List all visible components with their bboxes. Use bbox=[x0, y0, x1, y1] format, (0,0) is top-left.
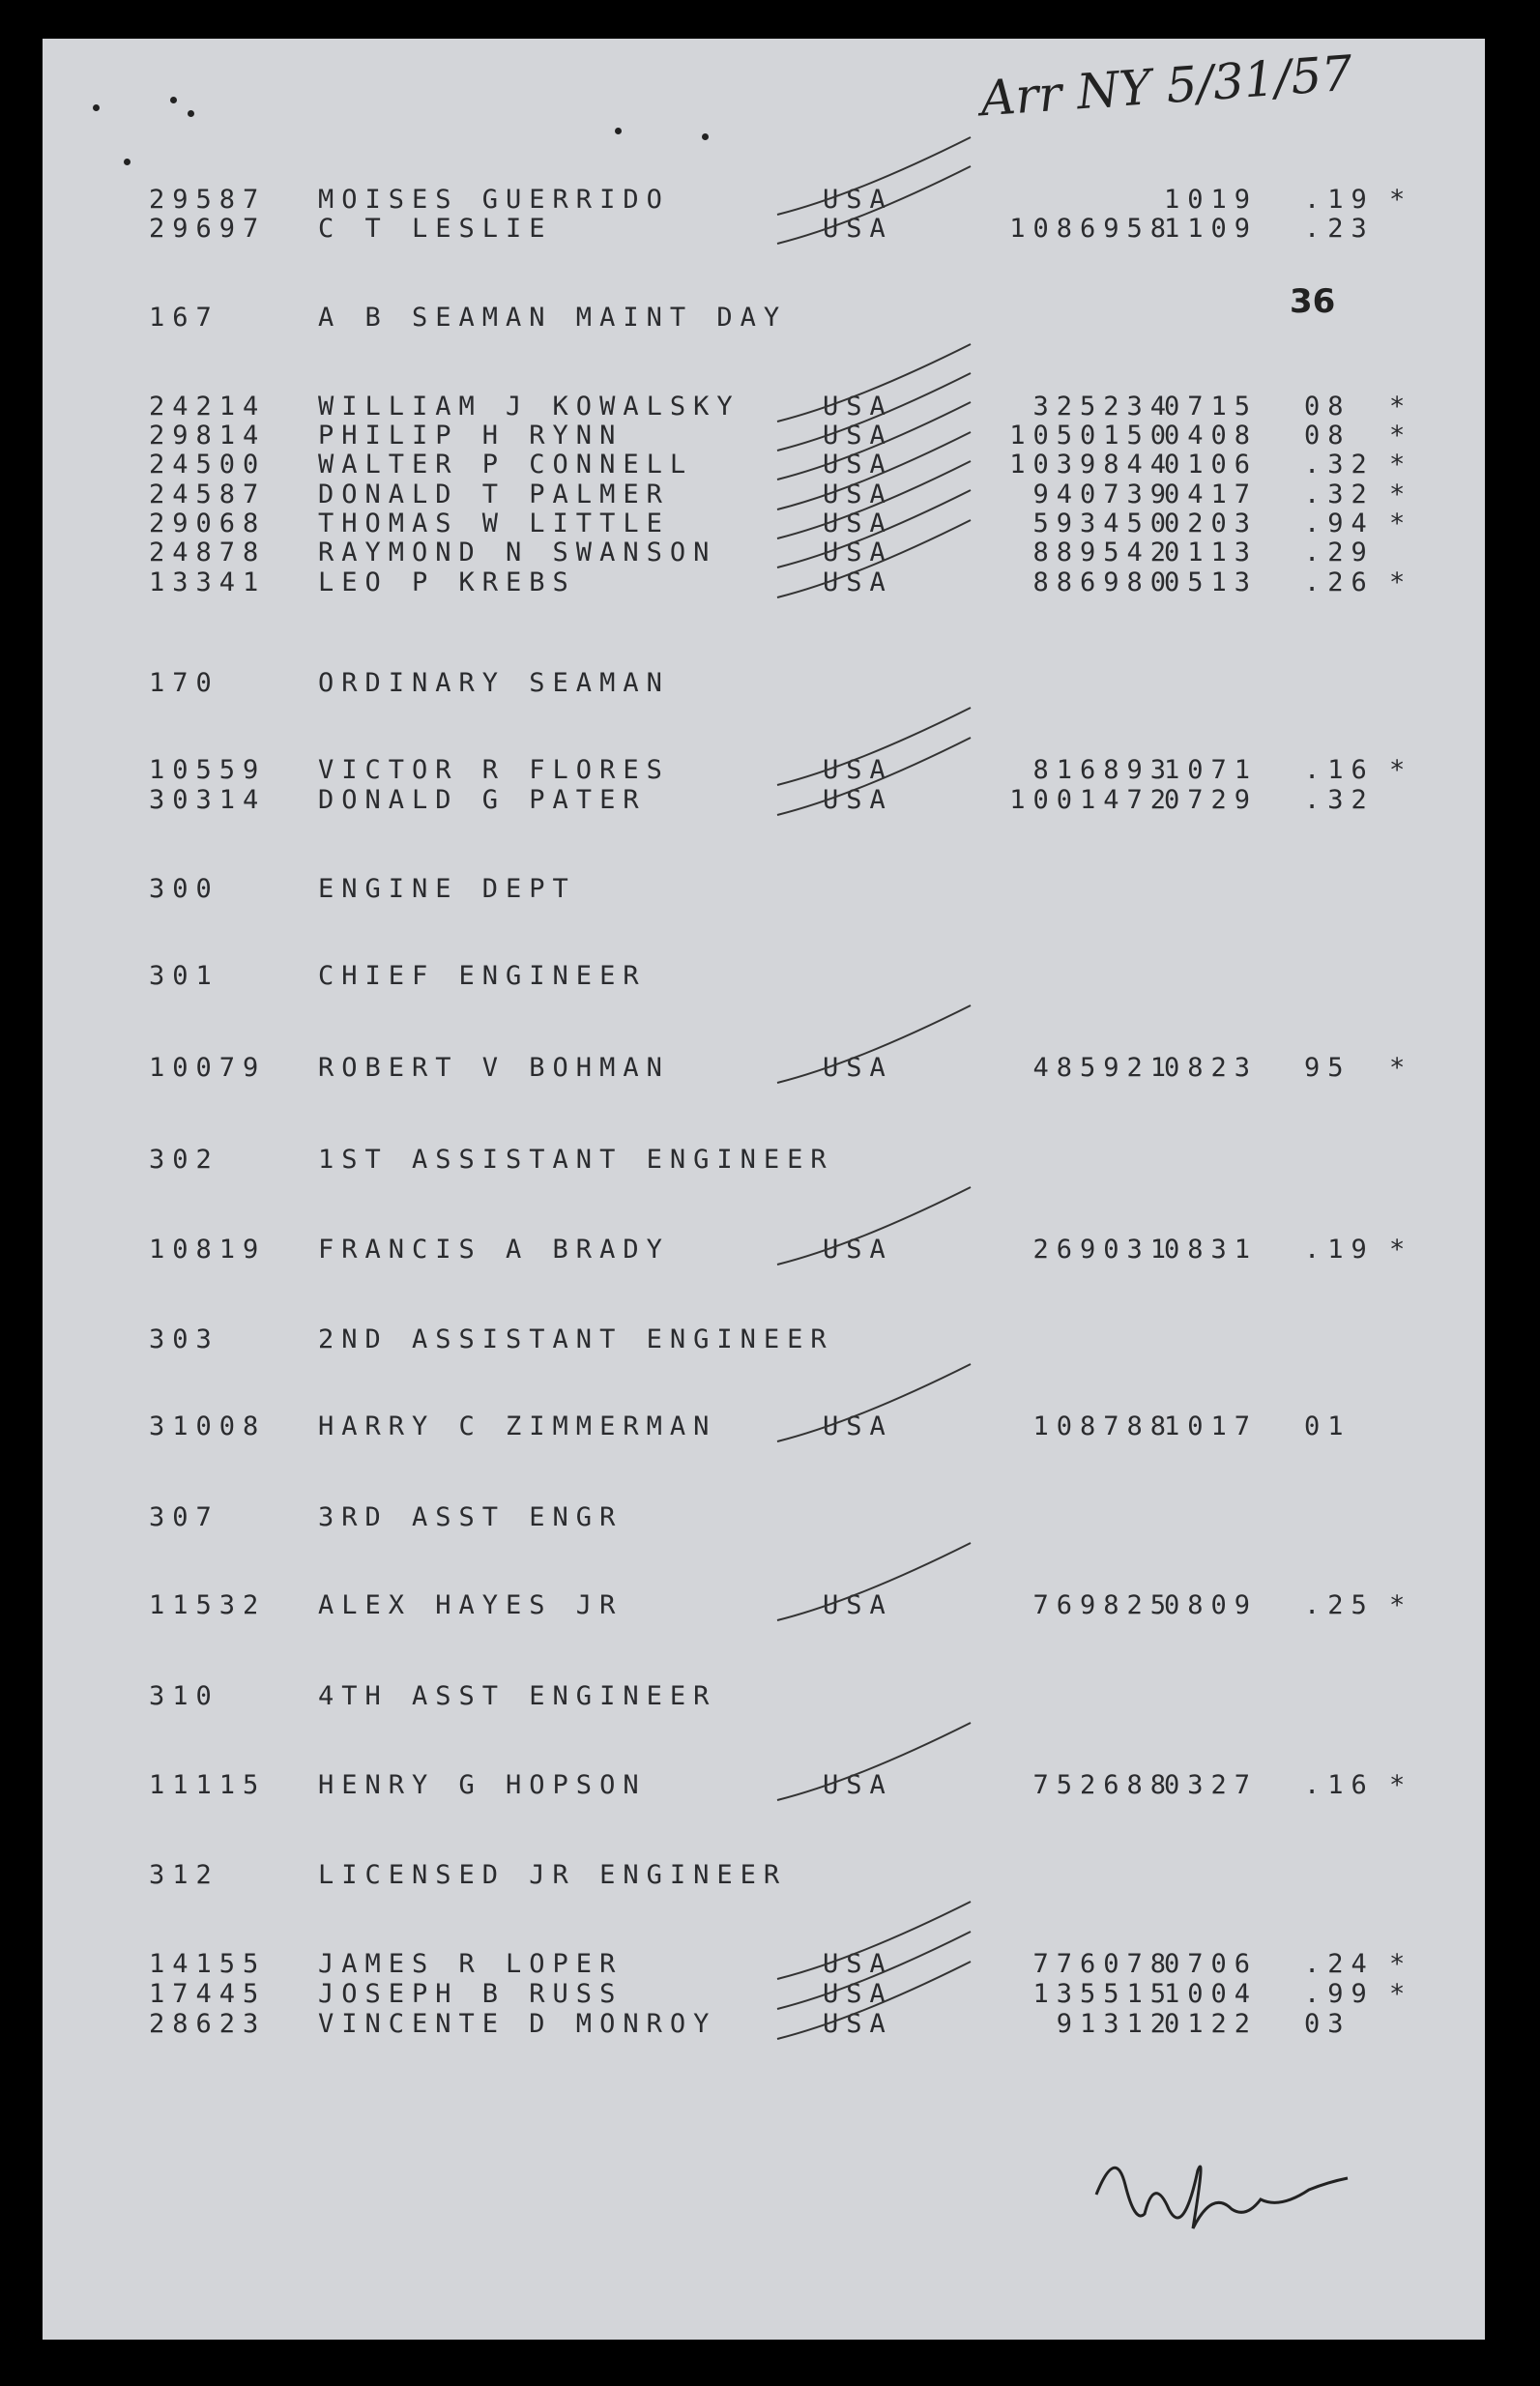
crew-name: DONALD G PATER bbox=[318, 785, 647, 815]
asterisk-mark: * bbox=[1389, 1770, 1406, 1800]
crew-name: JOSEPH B RUSS bbox=[318, 1979, 624, 2009]
date-code: 0706 bbox=[1164, 1949, 1259, 1979]
date-code: 0327 bbox=[1164, 1770, 1259, 1800]
document-number: 1086958 bbox=[1009, 214, 1174, 244]
crew-number: 29068 bbox=[149, 509, 267, 538]
check-mark bbox=[777, 1364, 971, 1441]
crew-number: 30314 bbox=[149, 785, 267, 815]
crew-number: 11115 bbox=[149, 1770, 267, 1800]
crew-number: 24878 bbox=[149, 538, 267, 567]
nationality: USA bbox=[823, 480, 893, 509]
crew-name: ALEX HAYES JR bbox=[318, 1590, 624, 1620]
date-code: 0823 bbox=[1164, 1053, 1259, 1083]
crew-number: 14155 bbox=[149, 1949, 267, 1979]
rating-title: 3RD ASST ENGR bbox=[318, 1502, 624, 1532]
rating-code: 312 bbox=[149, 1860, 219, 1890]
document-number: 816893 bbox=[1032, 755, 1174, 785]
crew-number: 31008 bbox=[149, 1411, 267, 1441]
document-number: 485921 bbox=[1032, 1053, 1174, 1083]
rating-code: 170 bbox=[149, 668, 219, 698]
crew-name: DONALD T PALMER bbox=[318, 480, 670, 509]
crew-number: 10559 bbox=[149, 755, 267, 785]
crew-number: 29587 bbox=[149, 185, 267, 215]
check-mark bbox=[777, 708, 971, 785]
rating-title: ORDINARY SEAMAN bbox=[318, 668, 670, 698]
rate-value: .23 bbox=[1304, 214, 1375, 244]
rating-title: LICENSED JR ENGINEER bbox=[318, 1860, 788, 1890]
date-code: 0408 bbox=[1164, 421, 1259, 451]
date-code: 0809 bbox=[1164, 1590, 1259, 1620]
document-number: 108788 bbox=[1032, 1411, 1174, 1441]
rating-title: 4TH ASST ENGINEER bbox=[318, 1681, 717, 1711]
nationality: USA bbox=[823, 1590, 893, 1620]
document-number: 1001472 bbox=[1009, 785, 1174, 815]
rate-value: .99 bbox=[1304, 1979, 1375, 2009]
check-mark bbox=[777, 166, 971, 244]
rating-title: A B SEAMAN MAINT DAY bbox=[318, 303, 788, 333]
asterisk-mark: * bbox=[1389, 421, 1406, 451]
crew-name: MOISES GUERRIDO bbox=[318, 185, 670, 215]
nationality: USA bbox=[823, 567, 893, 597]
date-code: 1019 bbox=[1164, 185, 1259, 215]
asterisk-mark: * bbox=[1389, 1979, 1406, 2009]
date-code: 1071 bbox=[1164, 755, 1259, 785]
nationality: USA bbox=[823, 1411, 893, 1441]
document-number: 1039844 bbox=[1009, 450, 1174, 480]
date-code: 0203 bbox=[1164, 509, 1259, 538]
nationality: USA bbox=[823, 185, 893, 215]
document-number: 776078 bbox=[1032, 1949, 1174, 1979]
asterisk-mark: * bbox=[1389, 1949, 1406, 1979]
rate-value: .24 bbox=[1304, 1949, 1375, 1979]
check-mark bbox=[777, 461, 971, 538]
rating-code: 307 bbox=[149, 1502, 219, 1532]
rate-value: .16 bbox=[1304, 755, 1375, 785]
asterisk-mark: * bbox=[1389, 755, 1406, 785]
nationality: USA bbox=[823, 1949, 893, 1979]
rating-code: 300 bbox=[149, 874, 219, 904]
asterisk-mark: * bbox=[1389, 450, 1406, 480]
date-code: 0113 bbox=[1164, 538, 1259, 567]
document-page bbox=[43, 39, 1485, 2340]
rating-title: 2ND ASSISTANT ENGINEER bbox=[318, 1324, 834, 1354]
rating-code: 302 bbox=[149, 1145, 219, 1175]
check-mark bbox=[777, 344, 971, 422]
date-code: 0831 bbox=[1164, 1235, 1259, 1265]
check-mark bbox=[777, 1902, 971, 1979]
date-code: 0122 bbox=[1164, 2009, 1259, 2039]
crew-number: 17445 bbox=[149, 1979, 267, 2009]
crew-name: RAYMOND N SWANSON bbox=[318, 538, 717, 567]
nationality: USA bbox=[823, 1053, 893, 1083]
rating-title: CHIEF ENGINEER bbox=[318, 961, 647, 991]
date-code: 0106 bbox=[1164, 450, 1259, 480]
crew-name: VINCENTE D MONROY bbox=[318, 2009, 717, 2039]
rating-code: 303 bbox=[149, 1324, 219, 1354]
document-number: 325234 bbox=[1032, 392, 1174, 422]
nationality: USA bbox=[823, 509, 893, 538]
date-code: 0729 bbox=[1164, 785, 1259, 815]
crew-number: 24500 bbox=[149, 450, 267, 480]
rating-title: ENGINE DEPT bbox=[318, 874, 576, 904]
asterisk-mark: * bbox=[1389, 480, 1406, 509]
handwritten-arrival-note: Arr NY 5/31/57 bbox=[978, 44, 1354, 128]
rate-value: 08 bbox=[1304, 421, 1351, 451]
document-number: 269031 bbox=[1032, 1235, 1174, 1265]
rating-title: 1ST ASSISTANT ENGINEER bbox=[318, 1145, 834, 1175]
asterisk-mark: * bbox=[1389, 1235, 1406, 1265]
crew-number: 29814 bbox=[149, 421, 267, 451]
pen-marks bbox=[43, 39, 1485, 2340]
check-mark bbox=[777, 1723, 971, 1800]
crew-number: 28623 bbox=[149, 2009, 267, 2039]
nationality: USA bbox=[823, 450, 893, 480]
crew-number: 29697 bbox=[149, 214, 267, 244]
check-mark bbox=[777, 1187, 971, 1265]
document-number: 940739 bbox=[1032, 480, 1174, 509]
asterisk-mark: * bbox=[1389, 1053, 1406, 1083]
asterisk-mark: * bbox=[1389, 567, 1406, 597]
rate-value: 01 bbox=[1304, 1411, 1351, 1441]
signature bbox=[1096, 2167, 1348, 2228]
nationality: USA bbox=[823, 1770, 893, 1800]
document-number: 752688 bbox=[1032, 1770, 1174, 1800]
nationality: USA bbox=[823, 785, 893, 815]
rate-value: .19 bbox=[1304, 1235, 1375, 1265]
nationality: USA bbox=[823, 538, 893, 567]
document-number: 135515 bbox=[1032, 1979, 1174, 2009]
rate-value: .94 bbox=[1304, 509, 1375, 538]
date-code: 1017 bbox=[1164, 1411, 1259, 1441]
crew-name: WALTER P CONNELL bbox=[318, 450, 694, 480]
crew-number: 11532 bbox=[149, 1590, 267, 1620]
page-number: 36 bbox=[1290, 282, 1336, 321]
asterisk-mark: * bbox=[1389, 392, 1406, 422]
document-number: 1050150 bbox=[1009, 421, 1174, 451]
nationality: USA bbox=[823, 214, 893, 244]
crew-name: LEO P KREBS bbox=[318, 567, 576, 597]
rate-value: .25 bbox=[1304, 1590, 1375, 1620]
crew-name: PHILIP H RYNN bbox=[318, 421, 624, 451]
rating-code: 310 bbox=[149, 1681, 219, 1711]
asterisk-mark: * bbox=[1389, 509, 1406, 538]
check-mark bbox=[777, 1543, 971, 1620]
crew-name: ROBERT V BOHMAN bbox=[318, 1053, 670, 1083]
rate-value: .32 bbox=[1304, 450, 1375, 480]
crew-name: FRANCIS A BRADY bbox=[318, 1235, 670, 1265]
rate-value: .26 bbox=[1304, 567, 1375, 597]
rating-code: 301 bbox=[149, 961, 219, 991]
nationality: USA bbox=[823, 1979, 893, 2009]
crew-name: JAMES R LOPER bbox=[318, 1949, 624, 1979]
check-mark bbox=[777, 373, 971, 451]
rate-value: .32 bbox=[1304, 785, 1375, 815]
crew-name: VICTOR R FLORES bbox=[318, 755, 670, 785]
document-number: 91312 bbox=[1056, 2009, 1174, 2039]
crew-name: HENRY G HOPSON bbox=[318, 1770, 647, 1800]
date-code: 0715 bbox=[1164, 392, 1259, 422]
date-code: 0417 bbox=[1164, 480, 1259, 509]
nationality: USA bbox=[823, 392, 893, 422]
document-number: 769825 bbox=[1032, 1590, 1174, 1620]
document-number: 593450 bbox=[1032, 509, 1174, 538]
crew-number: 13341 bbox=[149, 567, 267, 597]
nationality: USA bbox=[823, 421, 893, 451]
rate-value: 08 bbox=[1304, 392, 1351, 422]
rate-value: .32 bbox=[1304, 480, 1375, 509]
nationality: USA bbox=[823, 755, 893, 785]
crew-number: 10079 bbox=[149, 1053, 267, 1083]
document-number: 889542 bbox=[1032, 538, 1174, 567]
rate-value: 95 bbox=[1304, 1053, 1351, 1083]
rating-code: 167 bbox=[149, 303, 219, 333]
crew-number: 24587 bbox=[149, 480, 267, 509]
crew-name: HARRY C ZIMMERMAN bbox=[318, 1411, 717, 1441]
check-mark bbox=[777, 137, 971, 215]
crew-name: THOMAS W LITTLE bbox=[318, 509, 670, 538]
document-number: 886980 bbox=[1032, 567, 1174, 597]
nationality: USA bbox=[823, 1235, 893, 1265]
rate-value: .29 bbox=[1304, 538, 1375, 567]
date-code: 1004 bbox=[1164, 1979, 1259, 2009]
asterisk-mark: * bbox=[1389, 185, 1406, 215]
crew-number: 24214 bbox=[149, 392, 267, 422]
check-mark bbox=[777, 1005, 971, 1083]
crew-number: 10819 bbox=[149, 1235, 267, 1265]
asterisk-mark: * bbox=[1389, 1590, 1406, 1620]
crew-name: WILLIAM J KOWALSKY bbox=[318, 392, 741, 422]
crew-name: C T LESLIE bbox=[318, 214, 553, 244]
rate-value: 03 bbox=[1304, 2009, 1351, 2039]
date-code: 1109 bbox=[1164, 214, 1259, 244]
rate-value: .19 bbox=[1304, 185, 1375, 215]
date-code: 0513 bbox=[1164, 567, 1259, 597]
nationality: USA bbox=[823, 2009, 893, 2039]
rate-value: .16 bbox=[1304, 1770, 1375, 1800]
